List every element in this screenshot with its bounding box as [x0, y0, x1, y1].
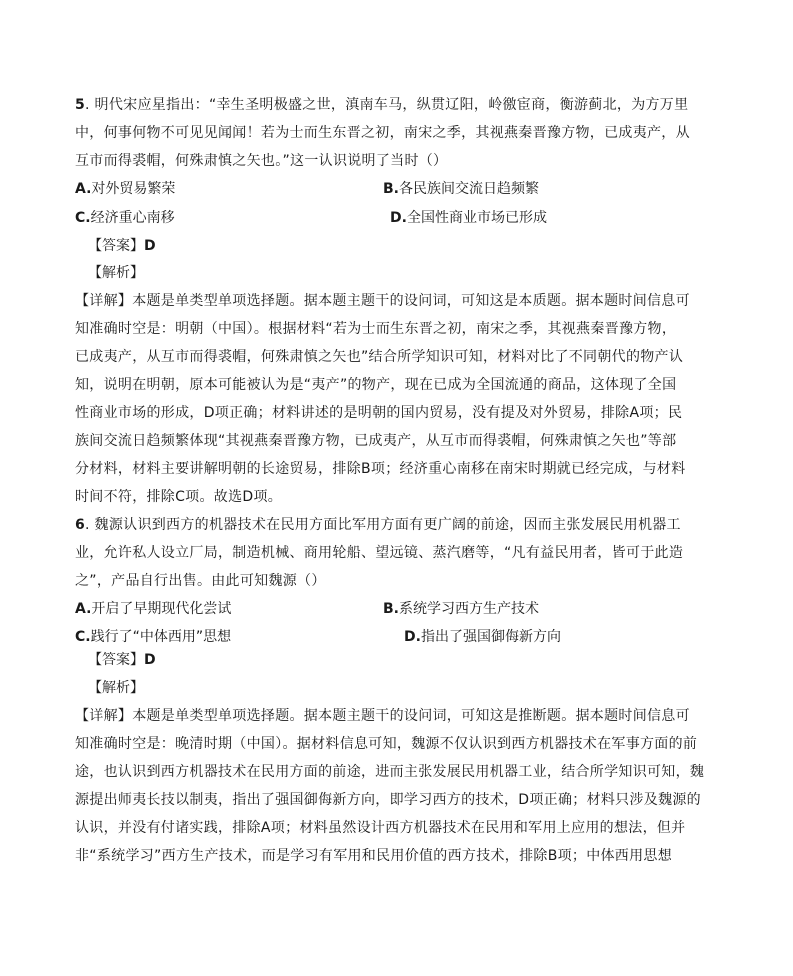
- q5-answer-label: 【答案】: [88, 238, 144, 254]
- q5-option-a: [75, 179, 175, 199]
- q5-detail-line-1: [75, 291, 725, 311]
- q6-stem-text-1: . 魏源认识到西方的机器技术在民用方面比军用方面有更广阔的前途，因而主张发展民用机器工: [85, 517, 681, 533]
- q6-detail-line-5: 认识，并没有付诸实践，排除A项；材料虽然设计西方机器技术在民用和军用上应用的想法，但并: [75, 820, 686, 836]
- q5-option-b-text: 各民族间交流日趋频繁: [399, 181, 539, 197]
- q6-answer-label: 【答案】: [88, 652, 144, 668]
- q5-option-b-letter: B.: [383, 181, 399, 197]
- q5-stem-line-3: 互市而得裘帽，何殊肃慎之矢也。”这一认识说明了当时（）: [75, 153, 448, 169]
- q6-detail-line-3: 途，也认识到西方机器技术在民用方面的前途，进而主张发展民用机器工业，结合所学知识可知，魏: [75, 764, 705, 780]
- q5-number: 5: [75, 97, 86, 113]
- q6-stem-line-1: [75, 515, 725, 535]
- q6-analysis-label: 【解析】: [88, 680, 144, 696]
- q6-detail-line-4: 源提出师夷长技以制夷，指出了强国御侮新方向，即学习西方的技术，D项正确；材料只涉及魏源的: [75, 792, 701, 808]
- q5-option-d-letter: D.: [390, 210, 407, 226]
- q6-option-b-text: 系统学习西方生产技术: [399, 601, 539, 617]
- q6-option-d-letter: D.: [404, 629, 421, 645]
- q5-detail-line-3: 已成夷产，从互市而得裘帽，何殊肃慎之矢也”结合所学知识可知，材料对比了不同朝代的物产认: [75, 349, 684, 365]
- q6-detail-text-1: 本题是单类型单项选择题。据本题主题干的设问词，可知这是推断题。据本题时间信息可: [132, 708, 690, 724]
- q6-option-d-text: 指出了强国御侮新方向: [420, 629, 561, 645]
- q6-option-a-text: 开启了早期现代化尝试: [91, 601, 232, 617]
- q5-option-a-text: 对外贸易繁荣: [91, 181, 176, 197]
- q5-detail-line-8: 时间不符，排除C项。故选D项。: [75, 489, 283, 505]
- q5-option-c-letter: C.: [75, 210, 91, 226]
- q5-detail-line-5: 性商业市场的形成，D项正确；材料讲述的是明朝的国内贸易，没有提及对外贸易，排除A项；民: [75, 405, 683, 421]
- q6-detail-line-2: 知准确时空是：晚清时期（中国）。据材料信息可知，魏源不仅认识到西方机器技术在军事方面的前: [75, 736, 698, 752]
- q6-stem-line-2: 业，允许私人设立厂局，制造机械、商用轮船、望远镜、蒸汽磨等，“凡有益民用者，皆可于此造: [75, 545, 684, 561]
- q6-option-c-letter: C.: [75, 629, 91, 645]
- q5-option-d: [390, 208, 547, 228]
- q6-option-a-letter: A.: [75, 601, 92, 617]
- q5-option-c-text: 经济重心南移: [90, 210, 175, 226]
- q5-option-a-letter: A.: [75, 181, 92, 197]
- q6-answer-value: D: [144, 652, 156, 668]
- q6-stem-line-3: 之”，产品自行出售。由此可知魏源（）: [75, 573, 326, 589]
- q5-detail-line-4: 知，说明在明朝，原本可能被认为是“夷产”的物产，现在已成为全国流通的商品，这体现了全国: [75, 377, 677, 393]
- q6-option-d: [404, 627, 561, 647]
- q5-detail-label: 【详解】: [75, 293, 133, 309]
- q5-detail-line-7: 分材料，材料主要讲解明朝的长途贸易，排除B项；经济重心南移在南宋时期就已经完成，与材料: [75, 461, 686, 477]
- q5-stem-line-1: [75, 95, 725, 115]
- q6-number: 6: [75, 517, 86, 533]
- q5-detail-line-6: 族间交流日趋频繁体现“其视燕秦晋豫方物，已成夷产，从互市而得裘帽，何殊肃慎之矢也”等部: [75, 433, 677, 449]
- q5-option-c: [75, 208, 175, 228]
- q5-detail-text-1: 本题是单类型单项选择题。据本题主题干的设问词，可知这是本质题。据本题时间信息可: [132, 293, 690, 309]
- q6-option-b: [383, 599, 539, 619]
- q5-stem-text-1: . 明代宋应星指出：“幸生圣明极盛之世，滇南车马，纵贯辽阳，岭徼宦商，衡游蓟北，为方万里: [85, 97, 689, 113]
- q5-option-b: [383, 179, 539, 199]
- q6-option-c-text: 践行了“中体西用”思想: [90, 629, 232, 645]
- q6-option-b-letter: B.: [383, 601, 399, 617]
- q6-option-a: [75, 599, 231, 619]
- q5-answer: [88, 236, 156, 256]
- q6-detail-line-1: [75, 706, 725, 726]
- q5-option-d-text: 全国性商业市场已形成: [406, 210, 547, 226]
- q5-stem-line-2: 中，何事何物不可见见闻闻！若为士而生东晋之初，南宋之季，其视燕秦晋豫方物，已成夷产，从: [75, 125, 690, 141]
- q5-analysis-label: 【解析】: [88, 265, 144, 281]
- q6-detail-line-6: 非“系统学习”西方生产技术，而是学习有军用和民用价值的西方技术，排除B项；中体西用思想: [75, 848, 673, 864]
- q5-answer-value: D: [144, 238, 156, 254]
- q6-answer: [88, 650, 156, 670]
- q6-detail-label: 【详解】: [75, 708, 133, 724]
- q6-option-c: [75, 627, 231, 647]
- q5-detail-line-2: 知准确时空是：明朝（中国）。根据材料“若为士而生东晋之初，南宋之季，其视燕秦晋豫方物，: [75, 321, 677, 337]
